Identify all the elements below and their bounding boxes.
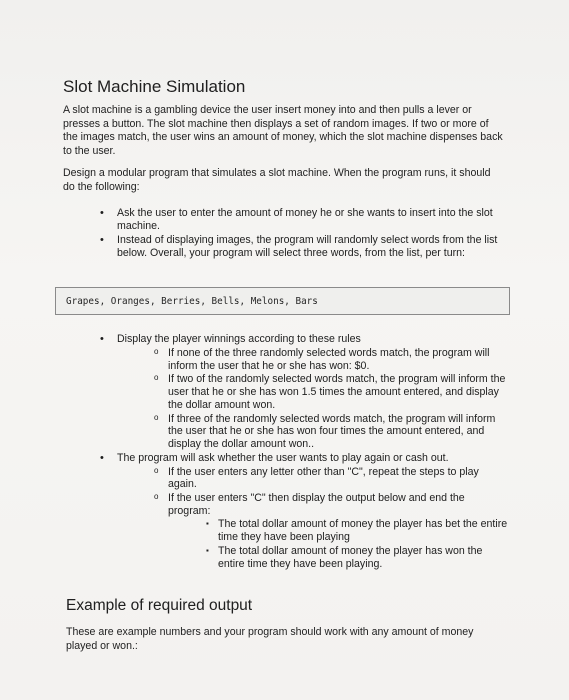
word-list-box [55,287,510,315]
rules-list [100,333,510,571]
intro-paragraph: A slot machine is a gambling device the user insert money into and then pulls a lever or presses a button. The slot machine then displays a set of random images. If two or more of the images match, the user wins an amount of money, which the slot machine dispenses back to the user. [63,104,503,157]
winnings-label: Display the player winnings according to these rules [117,333,361,345]
sub-list-item-text: If the user enters "C" then display the output below and end the program: [168,492,465,517]
output-item: ▪ The total dollar amount of money the player has bet the entire time they have been playing [206,518,510,543]
sub-list-item: o If two of the randomly selected words match, the program will inform the user that he or she has won 1.5 times the amount entered, and display the dollar amount won. [156,373,510,411]
list-item: • Ask the user to enter the amount of money he or she wants to insert into the slot machine. [100,207,510,233]
section-heading: Example of required output [66,597,253,614]
design-paragraph: Design a modular program that simulates a slot machine. When the program runs, it should do the following: [63,167,491,193]
sub-list-item: o If none of the three randomly selected words match, the program will inform the user that he or she has won: $0. [156,347,510,372]
requirements-list [100,207,510,261]
sub-list-item [156,492,510,570]
output-list [168,518,510,570]
page-title: Slot Machine Simulation [63,77,246,96]
example-paragraph: These are example numbers and your program should work with any amount of money played or won.: [66,626,474,652]
sub-list-item: o If the user enters any letter other than "C", repeat the steps to play again. [156,466,510,491]
list-item-play-again [100,452,510,571]
word-list-text: Grapes, Oranges, Berries, Bells, Melons, Bars [66,296,318,307]
play-again-label: The program will ask whether the user wants to play again or cash out. [117,451,449,464]
sub-list-item: o If three of the randomly selected words match, the program will inform the user that he or she has won four times the amount entered, and display the dollar amount won.. [156,413,510,451]
winnings-rules [117,347,510,451]
list-item-winnings [100,333,510,451]
list-item: • Instead of displaying images, the program will randomly select words from the list below. Overall, your program will select three words, from the list, per turn: [100,234,510,260]
output-item: ▪ The total dollar amount of money the player has won the entire time they have been playing. [206,545,510,570]
play-again-rules [117,466,510,571]
